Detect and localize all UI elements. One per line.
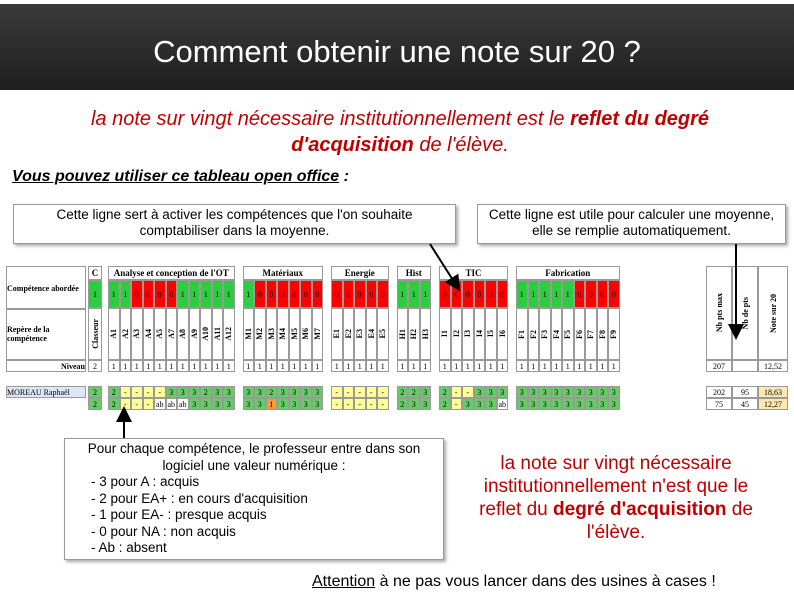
value-cell: 3 — [189, 398, 201, 410]
activation-cell: 1 — [243, 280, 255, 308]
group-header: Matériaux — [243, 266, 324, 280]
niveau-cell: 1 — [300, 360, 312, 372]
niveau-cell: 1 — [366, 360, 378, 372]
summary-header: Nb de pts — [732, 266, 758, 360]
niveau-cell: 1 — [608, 360, 620, 372]
code-cell: A12 — [223, 308, 235, 360]
value-cell: - — [131, 386, 143, 398]
student-total: 202 — [706, 386, 732, 398]
value-cell: 3 — [474, 386, 486, 398]
niveau-cell: 1 — [200, 360, 212, 372]
value-cell: 3 — [200, 398, 212, 410]
niveau-cell: 1 — [131, 360, 143, 372]
activation-cell: 0 — [462, 280, 474, 308]
value-cell: - — [331, 386, 343, 398]
code-cell: I3 — [462, 308, 474, 360]
value-cell: 3 — [562, 398, 574, 410]
code-cell: M4 — [277, 308, 289, 360]
value-cell: - — [331, 398, 343, 410]
activation-cell: 0 — [289, 280, 301, 308]
activation-cell: 0 — [154, 280, 166, 308]
activation-cell: 1 — [212, 280, 224, 308]
code-cell: E2 — [343, 308, 355, 360]
attention-rest: à ne pas vous lancer dans des usines à cases ! — [375, 573, 716, 590]
activation-cell: 0 — [354, 280, 366, 308]
niveau-cell: 1 — [266, 360, 278, 372]
slide-title: Comment obtenir une note sur 20 ? — [153, 34, 641, 69]
niveau-cell: 1 — [108, 360, 120, 372]
value-cell: 1 — [266, 398, 278, 410]
value-cell: 2 — [439, 398, 451, 410]
code-cell: A9 — [189, 308, 201, 360]
niveau-cell: 1 — [243, 360, 255, 372]
activation-cell: 1 — [528, 280, 540, 308]
niveau-cell: 1 — [177, 360, 189, 372]
value-cell: 3 — [497, 386, 509, 398]
value-cell: 3 — [608, 398, 620, 410]
value-cell: 3 — [551, 398, 563, 410]
value-cell: 3 — [585, 386, 597, 398]
group-header: Analyse et conception de l'OT — [108, 266, 235, 280]
activation-cell: 0 — [266, 280, 278, 308]
value-cell: - — [343, 386, 355, 398]
value-cell: 3 — [539, 386, 551, 398]
niveau-cell: 1 — [585, 360, 597, 372]
activation-cell: 1 — [189, 280, 201, 308]
niveau-cell: 1 — [254, 360, 266, 372]
callout-values-line: - 1 pour EA- : presque acquis — [91, 507, 267, 522]
activation-cell: 0 — [254, 280, 266, 308]
value-cell: - — [154, 386, 166, 398]
code-cell: H1 — [397, 308, 409, 360]
value-cell: 3 — [528, 398, 540, 410]
intro-part2: de l'élève. — [413, 134, 509, 156]
code-cell: F9 — [608, 308, 620, 360]
value-cell: 3 — [212, 386, 224, 398]
value-cell: 2 — [397, 386, 409, 398]
student-total: 75 — [706, 398, 732, 410]
code-cell: I2 — [451, 308, 463, 360]
value-cell: 2 — [439, 386, 451, 398]
value-cell: - — [354, 398, 366, 410]
value-cell: 2 — [108, 398, 120, 410]
activation-cell: 1 — [516, 280, 528, 308]
activation-cell: 0 — [597, 280, 609, 308]
activation-cell: 0 — [439, 280, 451, 308]
activation-cell: 1 — [108, 280, 120, 308]
code-cell: Classeur — [88, 308, 102, 360]
value-cell: 3 — [243, 386, 255, 398]
code-cell: A5 — [154, 308, 166, 360]
niveau-cell: 1 — [528, 360, 540, 372]
activation-cell: 0 — [474, 280, 486, 308]
code-cell: I6 — [497, 308, 509, 360]
student-total: 18,63 — [758, 386, 788, 398]
group-header: Hist — [397, 266, 432, 280]
code-cell: M1 — [243, 308, 255, 360]
row-label-repere: Repère de la compétence — [6, 308, 86, 360]
value-cell: 3 — [289, 386, 301, 398]
value-cell: 3 — [189, 386, 201, 398]
code-cell: E1 — [331, 308, 343, 360]
niveau-cell: 1 — [439, 360, 451, 372]
callout-average: Cette ligne est utile pour calculer une moyenne, elle se remplie automatiquement. — [477, 204, 786, 244]
value-cell: 3 — [166, 386, 178, 398]
value-cell: - — [366, 386, 378, 398]
niveau-cell: 1 — [289, 360, 301, 372]
value-cell: 3 — [289, 398, 301, 410]
code-cell: M2 — [254, 308, 266, 360]
niveau-cell: 1 — [474, 360, 486, 372]
code-cell: M7 — [312, 308, 324, 360]
value-cell: - — [143, 398, 155, 410]
value-cell: 3 — [420, 398, 432, 410]
summary-header: Note sur 20 — [758, 266, 788, 360]
code-cell: M3 — [266, 308, 278, 360]
row-label-competence: Compétence abordée — [6, 266, 86, 310]
usage-underlined: Vous pouvez utiliser ce tableau open office — [12, 168, 340, 185]
niveau-cell: 1 — [223, 360, 235, 372]
value-cell: - — [131, 398, 143, 410]
value-cell: 3 — [516, 386, 528, 398]
niveau-cell: 1 — [354, 360, 366, 372]
value-cell: 3 — [574, 398, 586, 410]
code-cell: F5 — [562, 308, 574, 360]
value-cell: 3 — [485, 386, 497, 398]
student-total: 95 — [732, 386, 758, 398]
summary-niveau: 12,52 — [758, 360, 788, 372]
value-cell: 3 — [300, 398, 312, 410]
niveau-cell: 1 — [451, 360, 463, 372]
value-cell: 3 — [223, 386, 235, 398]
value-cell: 3 — [223, 398, 235, 410]
activation-cell: 0 — [143, 280, 155, 308]
activation-cell: 0 — [300, 280, 312, 308]
value-cell: 3 — [562, 386, 574, 398]
value-cell: 3 — [574, 386, 586, 398]
niveau-cell: 1 — [539, 360, 551, 372]
code-cell: F4 — [551, 308, 563, 360]
niveau-cell: 1 — [154, 360, 166, 372]
niveau-cell: 1 — [485, 360, 497, 372]
group-header: Fabrication — [516, 266, 620, 280]
value-cell: 3 — [420, 386, 432, 398]
callout-values-line: - 2 pour EA+ : en cours d'acquisition — [91, 490, 308, 506]
niveau-cell: 1 — [343, 360, 355, 372]
niveau-cell: 1 — [408, 360, 420, 372]
activation-cell: 1 — [200, 280, 212, 308]
activation-cell: 0 — [331, 280, 343, 308]
code-cell: I4 — [474, 308, 486, 360]
value-cell: 3 — [312, 398, 324, 410]
conclusion-bold: degré d'acquisition — [553, 499, 727, 520]
niveau-cell: 1 — [189, 360, 201, 372]
student-name: MOREAU Raphaël — [6, 386, 86, 398]
code-cell: H3 — [420, 308, 432, 360]
value-cell: 3 — [177, 386, 189, 398]
activation-cell: 1 — [420, 280, 432, 308]
value-cell: - — [462, 386, 474, 398]
value-cell: - — [377, 398, 389, 410]
code-cell: I1 — [439, 308, 451, 360]
value-cell: 3 — [516, 398, 528, 410]
value-cell: 2 — [408, 386, 420, 398]
activation-cell: 1 — [551, 280, 563, 308]
code-cell: M6 — [300, 308, 312, 360]
code-cell: A8 — [177, 308, 189, 360]
group-header: TIC — [439, 266, 508, 280]
niveau-cell: 1 — [597, 360, 609, 372]
activation-cell: 0 — [574, 280, 586, 308]
activation-cell: 0 — [608, 280, 620, 308]
arrow-activation — [430, 244, 458, 288]
activation-cell: 0 — [312, 280, 324, 308]
activation-cell: 0 — [131, 280, 143, 308]
niveau-cell: 1 — [120, 360, 132, 372]
niveau-cell: 1 — [516, 360, 528, 372]
student-total: 12,27 — [758, 398, 788, 410]
niveau-cell: 1 — [420, 360, 432, 372]
value-cell: 3 — [597, 386, 609, 398]
value-cell: - — [143, 386, 155, 398]
value-cell: 2 — [200, 386, 212, 398]
activation-cell: 0 — [343, 280, 355, 308]
value-cell: 3 — [212, 398, 224, 410]
niveau-cell: 2 — [88, 360, 102, 372]
value-cell: 3 — [462, 398, 474, 410]
niveau-cell: 1 — [551, 360, 563, 372]
code-cell: E3 — [354, 308, 366, 360]
niveau-cell: 1 — [143, 360, 155, 372]
niveau-cell: 1 — [277, 360, 289, 372]
code-cell: H2 — [408, 308, 420, 360]
summary-header: Nb pts max — [706, 266, 732, 360]
code-cell: F2 — [528, 308, 540, 360]
activation-cell: 0 — [585, 280, 597, 308]
activation-cell: 1 — [177, 280, 189, 308]
value-cell: ab — [167, 399, 176, 409]
activation-cell: 1 — [397, 280, 409, 308]
value-cell: 3 — [277, 398, 289, 410]
code-cell: F8 — [597, 308, 609, 360]
code-cell: I5 — [485, 308, 497, 360]
callout-values-line: - 0 pour NA : non acquis — [91, 523, 236, 539]
value-cell: 3 — [474, 398, 486, 410]
value-cell: - — [120, 398, 132, 410]
value-cell: 3 — [243, 398, 255, 410]
activation-cell: 1 — [408, 280, 420, 308]
activation-cell: 1 — [562, 280, 574, 308]
conclusion-part2: de l'élève. — [586, 499, 753, 543]
value-cell: 3 — [408, 398, 420, 410]
value-cell: 2 — [88, 398, 102, 410]
value-cell: - — [377, 386, 389, 398]
value-cell: 3 — [528, 386, 540, 398]
code-cell: E4 — [366, 308, 378, 360]
value-cell: - — [120, 386, 132, 398]
value-cell: 3 — [254, 398, 266, 410]
value-cell: 3 — [597, 398, 609, 410]
code-cell: A10 — [200, 308, 212, 360]
value-cell: 3 — [539, 398, 551, 410]
activation-cell: 0 — [451, 280, 463, 308]
niveau-cell: 1 — [574, 360, 586, 372]
code-cell: A3 — [131, 308, 143, 360]
niveau-cell: 1 — [562, 360, 574, 372]
niveau-cell: 1 — [331, 360, 343, 372]
value-cell: 2 — [108, 386, 120, 398]
callout-values-line: - Ab : absent — [91, 540, 167, 555]
value-cell: 2 — [266, 386, 278, 398]
activation-cell: 0 — [277, 280, 289, 308]
value-cell: - — [343, 398, 355, 410]
code-cell: A2 — [120, 308, 132, 360]
niveau-cell: 1 — [377, 360, 389, 372]
code-cell: M5 — [289, 308, 301, 360]
activation-cell: 1 — [88, 280, 102, 308]
intro-bold: reflet du degré d'acquisition — [291, 108, 710, 156]
activation-cell: 1 — [539, 280, 551, 308]
usage-suffix: : — [339, 168, 349, 185]
value-cell: - — [451, 386, 463, 398]
activation-cell: 0 — [166, 280, 178, 308]
value-cell: 3 — [300, 386, 312, 398]
value-cell: ab — [178, 399, 187, 409]
callout-values-line: - 3 pour A : acquis — [91, 474, 200, 489]
intro-part1: la note sur vingt nécessaire institutionnellement est le — [90, 108, 571, 130]
student-total: 45 — [732, 398, 758, 410]
niveau-cell: 1 — [397, 360, 409, 372]
callout-values-intro: Pour chaque compétence, le professeur entre dans son logiciel une valeur numérique : — [87, 441, 421, 473]
activation-cell: 1 — [120, 280, 132, 308]
niveau-cell: 1 — [462, 360, 474, 372]
code-cell: A7 — [166, 308, 178, 360]
value-cell: 2 — [88, 386, 102, 398]
code-cell: F7 — [585, 308, 597, 360]
value-cell: 3 — [254, 386, 266, 398]
conclusion-part1: la note sur vingt nécessaire institutionnellement n'est que le reflet du — [479, 453, 749, 520]
value-cell: 3 — [312, 386, 324, 398]
group-header-c: C — [88, 266, 102, 280]
value-cell: ab — [155, 399, 164, 409]
group-header: Energie — [331, 266, 389, 280]
summary-niveau: 207 — [706, 360, 732, 372]
code-cell: F3 — [539, 308, 551, 360]
value-cell: - — [366, 398, 378, 410]
value-cell: - — [451, 398, 463, 410]
value-cell: 3 — [608, 386, 620, 398]
callout-activation: Cette ligne sert à activer les compétences que l'on souhaite comptabiliser dans la moyenne. — [13, 204, 456, 244]
value-cell: 3 — [277, 386, 289, 398]
code-cell: A1 — [108, 308, 120, 360]
row-label-niveau: Niveau — [6, 360, 86, 372]
code-cell: F1 — [516, 308, 528, 360]
value-cell: ab — [498, 399, 507, 409]
niveau-cell: 1 — [312, 360, 324, 372]
code-cell: A4 — [143, 308, 155, 360]
attention-underlined: Attention — [312, 573, 376, 590]
code-cell: F6 — [574, 308, 586, 360]
code-cell: E5 — [377, 308, 389, 360]
activation-cell: 0 — [377, 280, 389, 308]
value-cell: 2 — [397, 398, 409, 410]
value-cell: 3 — [551, 386, 563, 398]
value-cell: - — [354, 386, 366, 398]
code-cell: A11 — [212, 308, 224, 360]
value-cell: 3 — [585, 398, 597, 410]
niveau-cell: 1 — [166, 360, 178, 372]
niveau-cell: 1 — [497, 360, 509, 372]
niveau-cell: 1 — [212, 360, 224, 372]
activation-cell: 0 — [485, 280, 497, 308]
activation-cell: 1 — [223, 280, 235, 308]
activation-cell: 0 — [497, 280, 509, 308]
value-cell: 3 — [485, 398, 497, 410]
activation-cell: 0 — [366, 280, 378, 308]
